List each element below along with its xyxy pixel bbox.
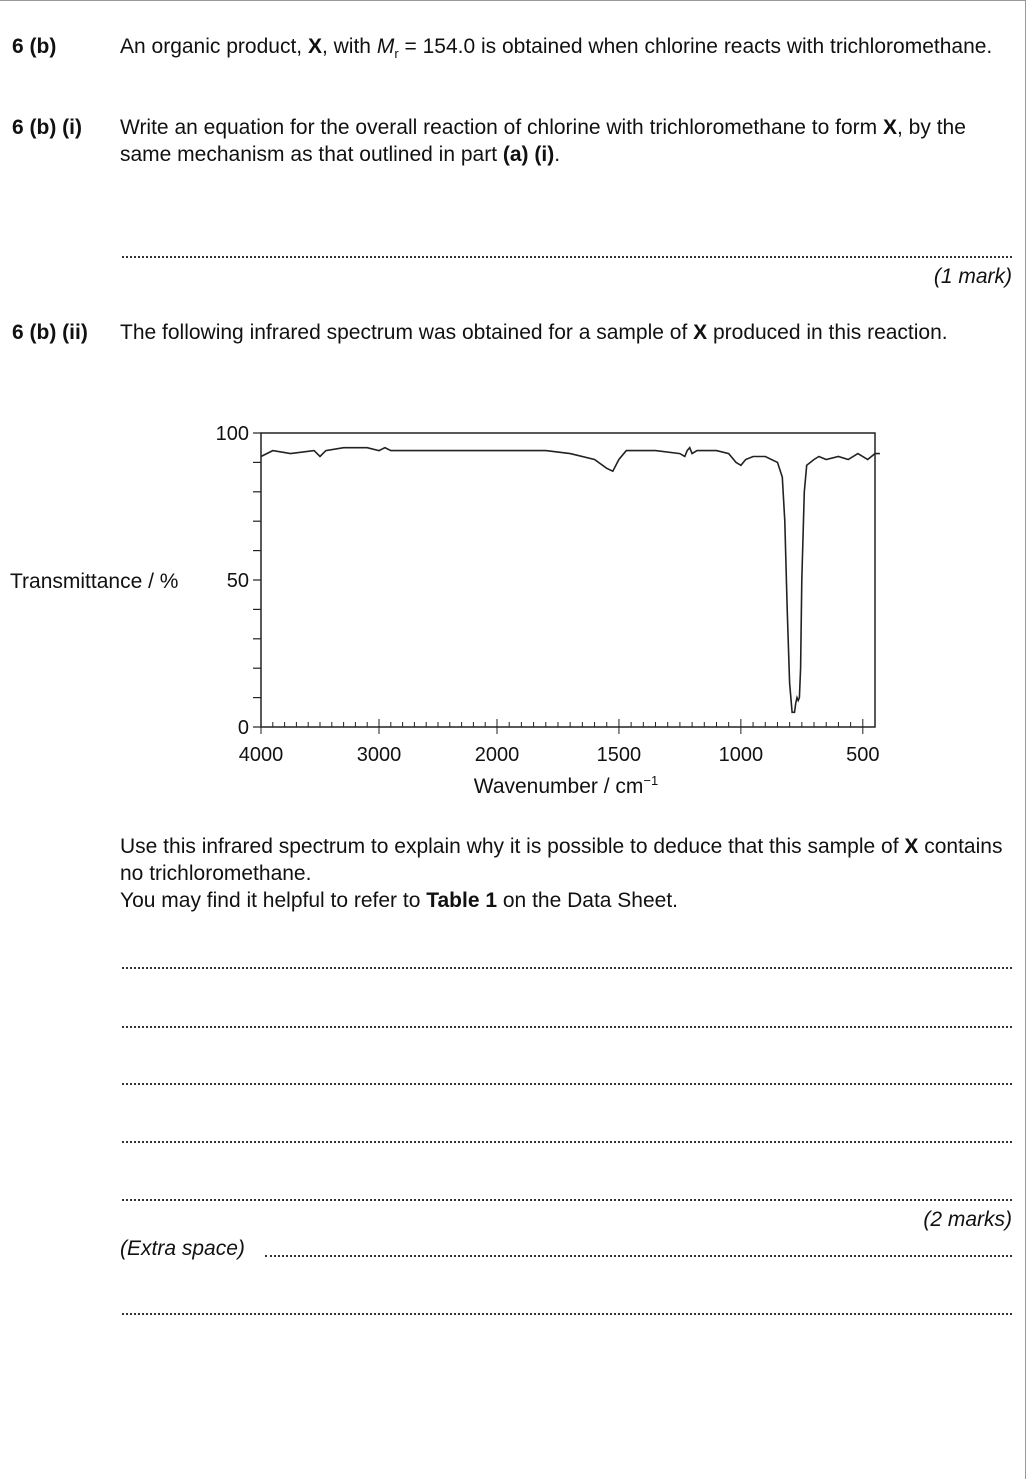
x-tick-label: 3000: [356, 744, 402, 766]
marks-label: (1 mark): [933, 265, 1012, 288]
answer-line[interactable]: [122, 1016, 1012, 1028]
y-tick-label: 0: [237, 717, 249, 739]
question-6bii-text: The following infrared spectrum was obtained for a sample of X produced in this reaction.: [120, 321, 948, 344]
answer-line[interactable]: [122, 246, 1012, 258]
answer-line[interactable]: [265, 1245, 1012, 1257]
y-tick-label: 100: [215, 423, 249, 445]
answer-line[interactable]: [122, 1189, 1012, 1201]
instruction-text: Use this infrared spectrum to explain why it is possible to deduce that this sample of X contains no trichloromethane. You may find it helpful to refer to Table 1 on the Data Sheet.: [120, 835, 1003, 912]
question-number-6bii: 6 (b) (ii): [12, 321, 88, 344]
question-number-6b: 6 (b): [12, 35, 57, 58]
x-tick-label: 4000: [238, 744, 284, 766]
spectrum-line: [261, 448, 880, 713]
question-number-6bi: 6 (b) (i): [12, 116, 82, 139]
y-axis-ticks: [216, 423, 261, 739]
question-6bi-text: Write an equation for the overall reaction of chlorine with trichloromethane to form X, by the same mechanism as that outlined in part (a) (i).: [120, 116, 966, 166]
extra-space-label: (Extra space): [120, 1237, 245, 1260]
y-axis-label: Transmittance / %: [10, 570, 179, 593]
answer-line[interactable]: [122, 957, 1012, 969]
marks-label: (2 marks): [923, 1208, 1012, 1231]
question-6b-text: An organic product, X, with $M_r = 154.0$ is obtained when chlorine reacts with trichloromethane.: [120, 35, 993, 62]
x-tick-label: 1000: [718, 744, 764, 766]
ir-spectrum-chart: [0, 410, 1027, 810]
answer-line[interactable]: [122, 1073, 1012, 1085]
answer-line[interactable]: [122, 1131, 1012, 1143]
x-axis-ticks: [239, 719, 880, 766]
answer-line[interactable]: [122, 1303, 1012, 1315]
x-tick-label: 2000: [474, 744, 520, 766]
x-tick-label: 500: [846, 744, 880, 766]
x-axis-label: Wavenumber / $cm^{-1}$: [473, 773, 659, 798]
x-tick-label: 1500: [596, 744, 642, 766]
y-tick-label: 50: [226, 570, 249, 592]
